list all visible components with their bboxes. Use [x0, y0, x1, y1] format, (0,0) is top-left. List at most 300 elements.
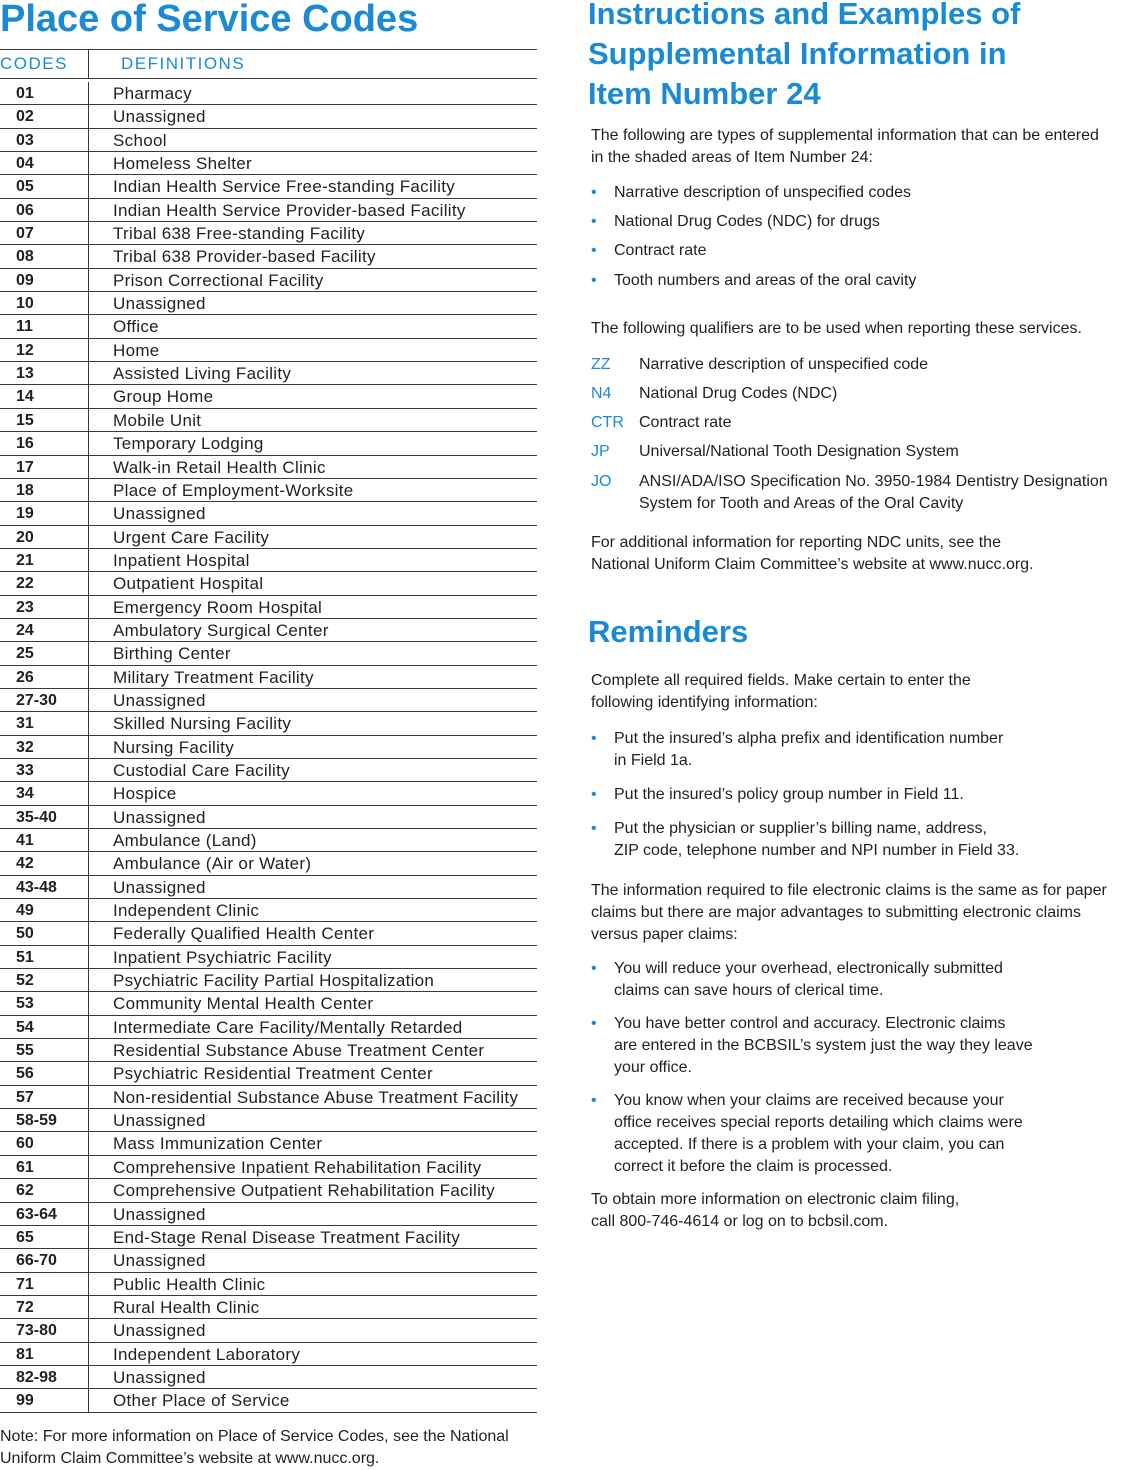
row-divider — [88, 432, 89, 454]
table-row — [0, 1249, 537, 1272]
pos-code: 13 — [16, 365, 34, 383]
row-divider — [88, 852, 89, 874]
list-item-line: claims can save hours of clerical time. — [614, 982, 884, 999]
pos-definition: Custodial Care Facility — [113, 760, 290, 780]
pos-code: 02 — [16, 108, 34, 126]
pos-code: 50 — [16, 925, 34, 943]
pos-definition: Tribal 638 Provider-based Facility — [113, 247, 376, 267]
definitions-column-header: DEFINITIONS — [121, 54, 246, 73]
pos-code: 01 — [16, 85, 34, 102]
table-row — [0, 1016, 537, 1039]
qualifier-text: ANSI/ADA/ISO Specification No. 3950-1984 Dentistry Designation System for Tooth and Areas of the Oral Cavity — [639, 473, 1108, 512]
row-divider — [88, 806, 89, 828]
table-row — [0, 572, 537, 595]
pos-code: 54 — [16, 1018, 34, 1036]
pos-note: Note: For more information on Place of Service Codes, see the National Uniform Claim Committee’s website at www.nucc.org. — [0, 1428, 509, 1467]
instructions-title — [588, 0, 1020, 114]
pos-definition: Unassigned — [113, 1204, 206, 1224]
table-row — [0, 1226, 537, 1249]
pos-definition: Unassigned — [113, 1321, 206, 1341]
table-row — [0, 806, 537, 829]
row-divider — [88, 1016, 89, 1038]
pos-definition: Urgent Care Facility — [113, 527, 270, 547]
bullet-icon: • — [591, 960, 597, 977]
row-divider — [88, 1086, 89, 1108]
pos-definition: End-Stage Renal Disease Treatment Facility — [113, 1227, 461, 1247]
row-divider — [88, 1132, 89, 1154]
pos-code: 05 — [16, 178, 34, 196]
table-row — [0, 409, 537, 432]
row-divider — [88, 199, 89, 221]
pos-table-header — [0, 49, 537, 79]
rem-intro-line2: following identifying information: — [591, 694, 818, 711]
pos-code: 11 — [16, 318, 33, 336]
pos-definition: Psychiatric Residential Treatment Center — [113, 1064, 434, 1084]
pos-code: 12 — [16, 341, 34, 359]
row-divider — [88, 502, 89, 524]
row-divider — [88, 222, 89, 244]
pos-definition: Indian Health Service Free-standing Facility — [113, 177, 456, 197]
list-item-line: your office. — [614, 1059, 692, 1076]
table-row — [0, 759, 537, 782]
row-divider — [88, 1203, 89, 1225]
pos-code: 26 — [16, 668, 34, 686]
pos-definition: Home — [113, 340, 160, 360]
list-item-line: accepted. If there is a problem with your claim, you can — [614, 1136, 1005, 1153]
qualifier-text: Narrative description of unspecified code — [639, 356, 929, 373]
table-row — [0, 1062, 537, 1085]
table-row — [0, 549, 537, 572]
row-divider — [88, 969, 89, 991]
table-row — [0, 526, 537, 549]
pos-definition: Intermediate Care Facility/Mentally Retarded — [113, 1017, 463, 1037]
pos-code: 09 — [16, 271, 34, 289]
qualifier-text: National Drug Codes (NDC) — [639, 385, 838, 402]
list-item-text — [614, 1090, 1094, 1178]
pos-definition: Unassigned — [113, 690, 206, 710]
row-divider — [88, 479, 89, 501]
list-item-text: Tooth numbers and areas of the oral cavity — [614, 272, 917, 289]
qualifiers-intro: The following qualifiers are to be used when reporting these services. — [591, 320, 1082, 337]
row-divider — [88, 1156, 89, 1178]
list-item-line: correct it before the claim is processed. — [614, 1158, 893, 1175]
list-item-line: Put the physician or supplier’s billing name, address, — [614, 820, 987, 837]
table-row — [0, 1109, 537, 1132]
row-divider — [88, 292, 89, 314]
row-divider — [88, 666, 89, 688]
pos-code: 07 — [16, 225, 34, 243]
pos-code: 99 — [16, 1392, 34, 1410]
bullet-icon: • — [591, 786, 597, 803]
pos-code: 33 — [16, 761, 34, 779]
intro-paragraph — [591, 125, 1121, 169]
pos-definition: Hospice — [113, 784, 177, 804]
pos-code: 10 — [16, 295, 34, 313]
bullet-icon: • — [591, 272, 597, 289]
pos-code: 19 — [16, 505, 34, 523]
reminders-intro — [591, 670, 1121, 714]
row-divider — [88, 82, 89, 104]
table-row — [0, 1156, 537, 1179]
table-row — [0, 315, 537, 338]
instructions-title-line2: Supplemental Information in — [588, 36, 1007, 71]
row-divider — [88, 526, 89, 548]
row-divider — [88, 1366, 89, 1388]
table-row — [0, 269, 537, 292]
pos-code: 61 — [16, 1158, 34, 1176]
pos-code: 58-59 — [16, 1112, 57, 1130]
row-divider — [88, 315, 89, 337]
pos-definition: Non-residential Substance Abuse Treatment Facility — [113, 1087, 519, 1107]
row-divider — [88, 1109, 89, 1131]
row-divider — [88, 456, 89, 478]
table-row — [0, 1319, 537, 1342]
row-divider — [88, 619, 89, 641]
table-row — [0, 245, 537, 268]
row-divider — [88, 642, 89, 664]
qualifier-code: JO — [591, 473, 612, 490]
pos-definition: Temporary Lodging — [113, 434, 264, 454]
pos-definition: Walk-in Retail Health Clinic — [113, 457, 326, 477]
pos-code: 18 — [16, 481, 34, 499]
pos-definition: Inpatient Hospital — [113, 550, 250, 570]
pos-table-body — [0, 82, 537, 1413]
qualifier-code: N4 — [591, 385, 612, 402]
pos-definition: Unassigned — [113, 1251, 206, 1271]
electronic-paragraph — [591, 880, 1121, 946]
table-row — [0, 1203, 537, 1226]
pos-definition: Unassigned — [113, 877, 206, 897]
table-row — [0, 1086, 537, 1109]
pos-code: 52 — [16, 972, 34, 990]
obtain-line2: call 800-746-4614 or log on to bcbsil.com. — [591, 1213, 889, 1230]
list-item-line: You will reduce your overhead, electronically submitted — [614, 960, 1003, 977]
row-divider — [88, 1296, 89, 1318]
table-row — [0, 339, 537, 362]
bullet-icon: • — [591, 184, 597, 201]
pos-definition: Indian Health Service Provider-based Facility — [113, 200, 466, 220]
pos-code: 25 — [16, 645, 34, 663]
row-divider — [88, 129, 89, 151]
ndc-line1: For additional information for reporting NDC units, see the — [591, 534, 1001, 551]
pos-definition: Group Home — [113, 387, 214, 407]
row-divider — [88, 1389, 89, 1411]
list-item-line: You know when your claims are received because your — [614, 1092, 1004, 1109]
pos-code: 08 — [16, 248, 34, 266]
pos-definition: Unassigned — [113, 1111, 206, 1131]
pos-code: 03 — [16, 131, 34, 149]
pos-definition: Pharmacy — [113, 84, 192, 103]
row-divider — [88, 339, 89, 361]
pos-definition: Comprehensive Outpatient Rehabilitation Facility — [113, 1181, 495, 1201]
pos-definition: Mass Immunization Center — [113, 1134, 323, 1154]
reminders-title: Reminders — [588, 614, 749, 649]
bullet-icon: • — [591, 1092, 597, 1109]
pos-code: 14 — [16, 388, 34, 406]
row-divider — [88, 946, 89, 968]
list-item-text: National Drug Codes (NDC) for drugs — [614, 213, 880, 230]
row-divider — [88, 152, 89, 174]
list-item-text — [614, 784, 1094, 806]
table-row — [0, 222, 537, 245]
row-divider — [88, 1343, 89, 1365]
list-item-text — [614, 818, 1094, 862]
elec-line2: claims but there are major advantages to submitting electronic claims — [591, 904, 1081, 921]
row-divider — [88, 1249, 89, 1271]
row-divider — [88, 409, 89, 431]
row-divider — [88, 712, 89, 734]
table-row — [0, 969, 537, 992]
pos-code: 23 — [16, 598, 34, 616]
table-row — [0, 619, 537, 642]
pos-definition: Mobile Unit — [113, 410, 202, 430]
pos-code: 65 — [16, 1228, 34, 1246]
pos-code: 55 — [16, 1042, 34, 1060]
pos-definition: Unassigned — [113, 807, 206, 827]
pos-code: 71 — [16, 1275, 34, 1293]
row-divider — [88, 899, 89, 921]
table-row — [0, 829, 537, 852]
pos-code: 72 — [16, 1298, 34, 1316]
list-item-text — [614, 728, 1094, 772]
pos-definition: Outpatient Hospital — [113, 574, 264, 594]
row-divider — [88, 1062, 89, 1084]
table-row — [0, 876, 537, 899]
list-item-text — [614, 958, 1094, 1002]
table-row — [0, 1366, 537, 1389]
pos-definition: Ambulance (Land) — [113, 831, 257, 850]
table-row — [0, 922, 537, 945]
pos-code: 51 — [16, 948, 34, 966]
bullet-icon: • — [591, 730, 597, 747]
obtain-line1: To obtain more information on electronic claim filing, — [591, 1191, 960, 1208]
table-row — [0, 456, 537, 479]
list-item-line: ZIP code, telephone number and NPI number in Field 33. — [614, 842, 1020, 859]
header-divider — [88, 50, 89, 78]
qualifier-code: ZZ — [591, 356, 611, 373]
table-row — [0, 642, 537, 665]
table-row — [0, 152, 537, 175]
qualifier-text: Universal/National Tooth Designation System — [639, 443, 959, 460]
obtain-paragraph — [591, 1189, 1121, 1233]
table-row — [0, 689, 537, 712]
table-row — [0, 175, 537, 198]
row-divider — [88, 992, 89, 1014]
table-row — [0, 105, 537, 128]
intro-line1: The following are types of supplemental information that can be entered — [591, 127, 1099, 144]
pos-definition: Unassigned — [113, 1367, 206, 1387]
row-divider — [88, 1273, 89, 1295]
table-row — [0, 362, 537, 385]
pos-code: 35-40 — [16, 808, 57, 826]
row-divider — [88, 689, 89, 711]
table-row — [0, 1296, 537, 1319]
bullet-icon: • — [591, 213, 597, 230]
list-item-line: Put the insured’s alpha prefix and identification number — [614, 730, 1004, 747]
pos-code: 57 — [16, 1088, 34, 1106]
table-row — [0, 992, 537, 1015]
pos-code: 66-70 — [16, 1252, 57, 1270]
qualifier-code: JP — [591, 443, 610, 460]
row-divider — [88, 105, 89, 127]
pos-code: 27-30 — [16, 691, 57, 709]
pos-definition: Residential Substance Abuse Treatment Center — [113, 1041, 485, 1061]
table-row — [0, 946, 537, 969]
table-row — [0, 82, 537, 105]
pos-definition: Community Mental Health Center — [113, 994, 374, 1014]
table-row — [0, 432, 537, 455]
table-row — [0, 1039, 537, 1062]
intro-line2: in the shaded areas of Item Number 24: — [591, 149, 873, 166]
pos-definition: Prison Correctional Facility — [113, 270, 324, 290]
pos-code: 17 — [16, 458, 34, 476]
pos-code: 73-80 — [16, 1322, 57, 1340]
pos-code: 21 — [16, 551, 34, 569]
bullet-icon: • — [591, 820, 597, 837]
row-divider — [88, 596, 89, 618]
pos-definition: Unassigned — [113, 294, 206, 314]
table-row — [0, 502, 537, 525]
pos-code: 81 — [16, 1345, 34, 1363]
row-divider — [88, 1039, 89, 1061]
pos-code: 34 — [16, 785, 34, 803]
ndc-line2: National Uniform Claim Committee’s website at www.nucc.org. — [591, 556, 1034, 573]
elec-line1: The information required to file electronic claims is the same as for paper — [591, 882, 1107, 899]
pos-definition: Homeless Shelter — [113, 154, 252, 174]
row-divider — [88, 922, 89, 944]
pos-definition: Public Health Clinic — [113, 1274, 266, 1294]
pos-definition: Rural Health Clinic — [113, 1297, 260, 1317]
table-row — [0, 129, 537, 152]
row-divider — [88, 1179, 89, 1201]
pos-code: 41 — [16, 832, 34, 849]
rem-intro-line1: Complete all required fields. Make certain to enter the — [591, 672, 971, 689]
list-item-line: Put the insured’s policy group number in Field 11. — [614, 786, 964, 803]
pos-definition: Independent Laboratory — [113, 1344, 301, 1364]
pos-definition: Office — [113, 317, 159, 337]
elec-line3: versus paper claims: — [591, 926, 738, 943]
pos-code: 24 — [16, 621, 34, 639]
list-item-text — [614, 1013, 1094, 1079]
list-item-line: You have better control and accuracy. Electronic claims — [614, 1015, 1006, 1032]
pos-code: 53 — [16, 995, 34, 1013]
pos-definition: Birthing Center — [113, 644, 231, 664]
table-row — [0, 1343, 537, 1366]
qualifier-text: Contract rate — [639, 414, 732, 431]
pos-code: 42 — [16, 855, 34, 873]
pos-definition: Federally Qualified Health Center — [113, 924, 375, 944]
row-divider — [88, 829, 89, 851]
pos-definition: School — [113, 130, 167, 150]
pos-definition: Unassigned — [113, 107, 206, 127]
pos-code: 22 — [16, 575, 34, 593]
table-row — [0, 385, 537, 408]
table-row — [0, 292, 537, 315]
row-divider — [88, 1226, 89, 1248]
pos-code: 20 — [16, 528, 34, 546]
codes-column-header: CODES — [0, 54, 68, 73]
pos-definition: Independent Clinic — [113, 901, 260, 921]
table-row — [0, 479, 537, 502]
pos-code: 63-64 — [16, 1205, 57, 1223]
table-row — [0, 712, 537, 735]
pos-definition: Other Place of Service — [113, 1391, 290, 1411]
qualifier-code: CTR — [591, 414, 624, 431]
table-row — [0, 852, 537, 875]
table-row — [0, 736, 537, 759]
pos-code: 62 — [16, 1182, 34, 1200]
table-row — [0, 1132, 537, 1155]
pos-code: 56 — [16, 1065, 34, 1083]
pos-definition: Assisted Living Facility — [113, 364, 292, 384]
row-divider — [88, 549, 89, 571]
pos-code: 43-48 — [16, 878, 57, 896]
instructions-title-line1: Instructions and Examples of — [588, 0, 1021, 31]
table-row — [0, 782, 537, 805]
pos-definition: Emergency Room Hospital — [113, 597, 323, 617]
pos-code: 04 — [16, 155, 34, 173]
row-divider — [88, 782, 89, 804]
row-divider — [88, 245, 89, 267]
row-divider — [88, 572, 89, 594]
pos-definition: Comprehensive Inpatient Rehabilitation Facility — [113, 1157, 482, 1177]
pos-definition: Psychiatric Facility Partial Hospitalization — [113, 971, 435, 991]
pos-definition: Tribal 638 Free-standing Facility — [113, 224, 366, 244]
table-row — [0, 899, 537, 922]
table-row — [0, 596, 537, 619]
ndc-paragraph — [591, 532, 1121, 576]
list-item-line: in Field 1a. — [614, 752, 693, 769]
list-item-text: Contract rate — [614, 242, 707, 259]
row-divider — [88, 175, 89, 197]
pos-code: 16 — [16, 435, 34, 453]
pos-code: 82-98 — [16, 1368, 57, 1386]
table-row — [0, 199, 537, 222]
list-item-line: are entered in the BCBSIL’s system just the way they leave — [614, 1037, 1033, 1054]
bullet-icon: • — [591, 1015, 597, 1032]
pos-code: 15 — [16, 411, 34, 429]
row-divider — [88, 759, 89, 781]
bullet-icon: • — [591, 242, 597, 259]
table-row — [0, 666, 537, 689]
pos-definition: Ambulance (Air or Water) — [113, 854, 312, 874]
pos-definition: Ambulatory Surgical Center — [113, 620, 329, 640]
pos-definition: Skilled Nursing Facility — [113, 714, 292, 734]
list-item-line: office receives special reports detailing which claims were — [614, 1114, 1023, 1131]
row-divider — [88, 876, 89, 898]
row-divider — [88, 269, 89, 291]
table-row — [0, 1273, 537, 1296]
row-divider — [88, 362, 89, 384]
pos-title: Place of Service Codes — [0, 0, 419, 40]
instructions-title-line3: Item Number 24 — [588, 76, 821, 111]
list-item-text: Narrative description of unspecified codes — [614, 184, 912, 201]
row-divider — [88, 385, 89, 407]
pos-code: 06 — [16, 201, 34, 219]
row-divider — [88, 736, 89, 758]
pos-definition: Nursing Facility — [113, 737, 234, 757]
pos-definition: Inpatient Psychiatric Facility — [113, 947, 332, 967]
pos-code: 49 — [16, 902, 34, 920]
pos-definition: Military Treatment Facility — [113, 667, 314, 687]
table-row — [0, 1389, 537, 1412]
pos-code: 60 — [16, 1135, 34, 1153]
row-divider — [88, 1319, 89, 1341]
pos-definition: Place of Employment-Worksite — [113, 480, 354, 500]
table-row — [0, 1179, 537, 1202]
pos-code: 31 — [16, 715, 34, 733]
pos-definition: Unassigned — [113, 504, 206, 524]
